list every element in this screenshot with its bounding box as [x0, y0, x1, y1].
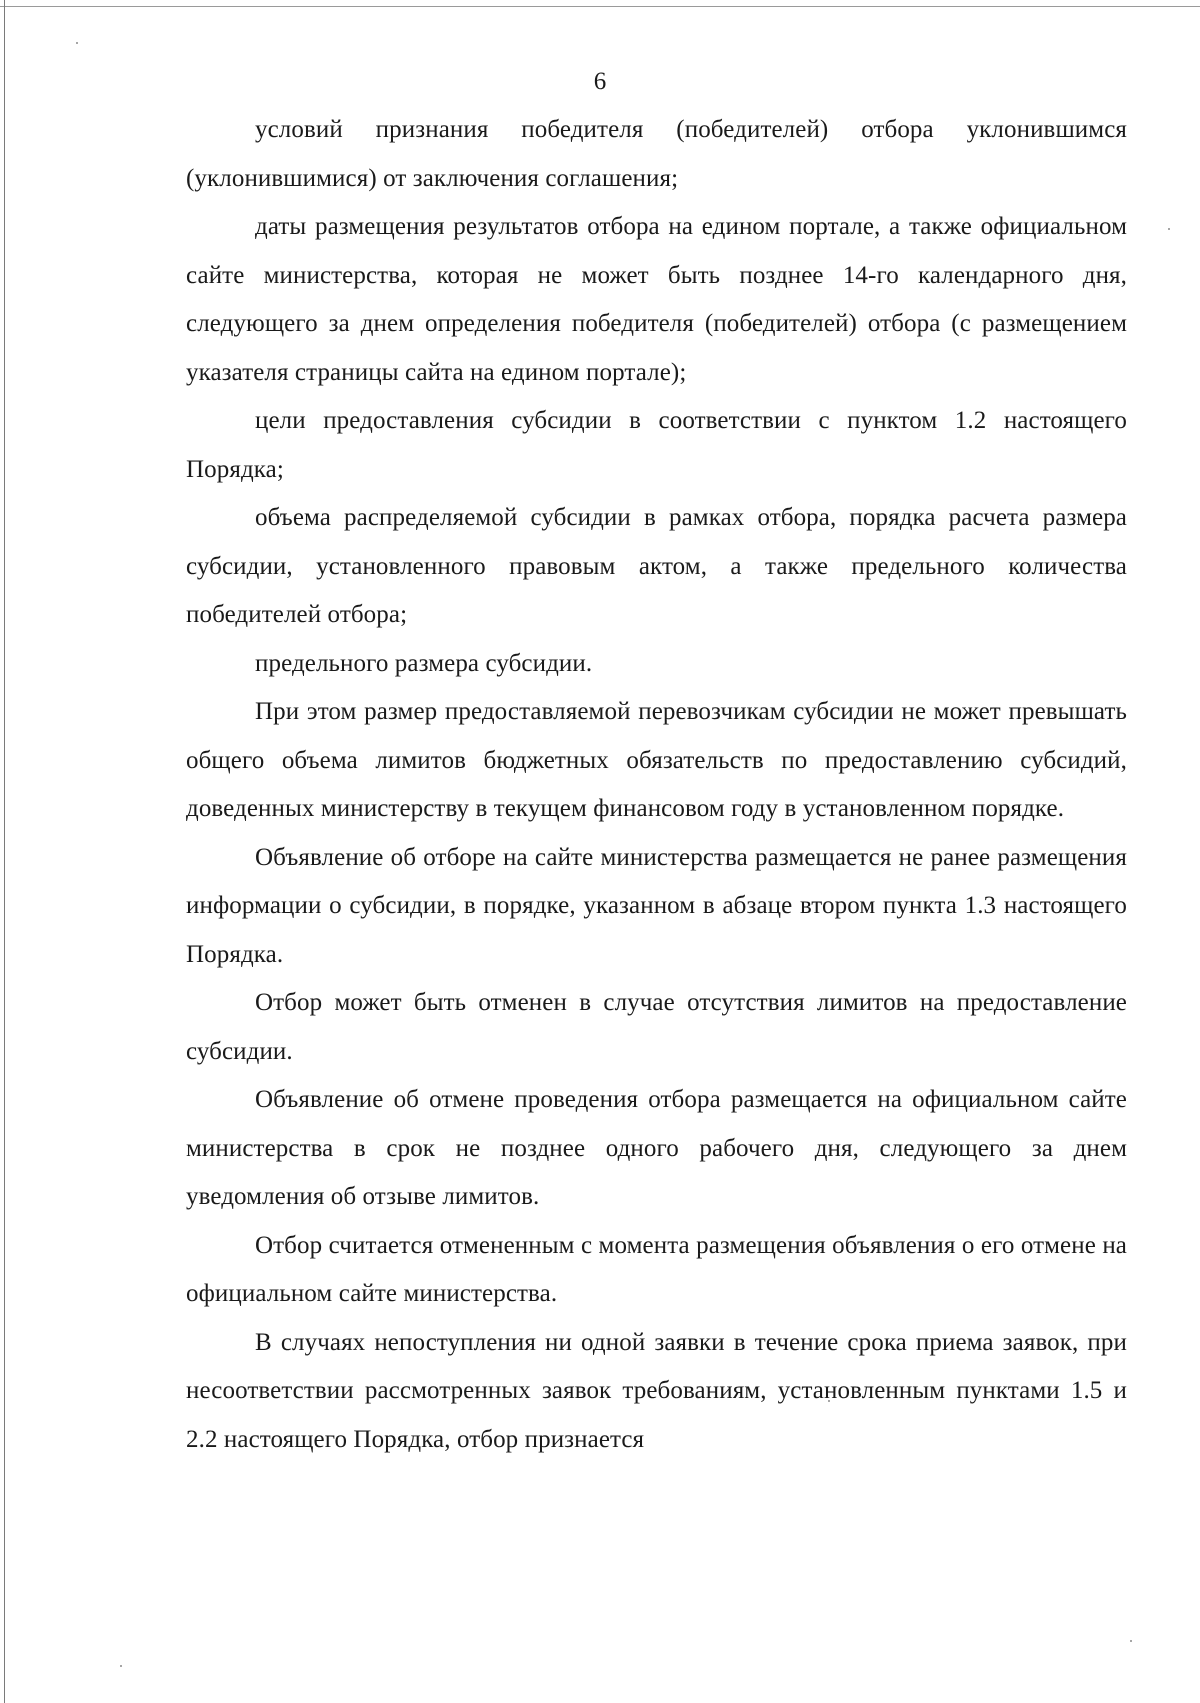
scan-speck	[76, 42, 78, 44]
scan-speck	[120, 1665, 122, 1667]
paragraph: В случаях непоступления ни одной заявки в течение срока приема заявок, при несоответствии рассмотренных заявок требованиям, установленным пунктами 1.5 и 2.2 настоящего Порядка, отбор признается	[186, 1328, 1127, 1453]
paragraph: условий признания победителя (победителей) отбора уклонившимся (уклонившимися) от заключения соглашения;	[186, 116, 1127, 192]
paragraph: предельного размера субсидии.	[255, 649, 593, 677]
page-number: 6	[593, 68, 607, 95]
paragraph: Объявление об отмене проведения отбора размещается на официальном сайте министерства в срок не позднее одного рабочего дня, следующего за днем уведомления об отзыве лимитов.	[186, 1086, 1127, 1210]
paragraph: цели предоставления субсидии в соответствии с пунктом 1.2 настоящего Порядка;	[186, 407, 1127, 483]
scan-speck	[1130, 1640, 1132, 1642]
paragraph: При этом размер предоставляемой перевозчикам субсидии не может превышать общего объема лимитов бюджетных обязательств по предоставлению субсидий, доведенных министерству в текущем финансовом году в установленном порядке.	[186, 698, 1127, 822]
scan-left-edge	[4, 0, 5, 1703]
document-body	[186, 106, 1127, 1464]
paragraph: объема распределяемой субсидии в рамках отбора, порядка расчета размера субсидии, установленного правовым актом, а также предельного количества победителей отбора;	[186, 504, 1127, 628]
paragraph: Отбор может быть отменен в случае отсутствия лимитов на предоставление субсидии.	[186, 989, 1127, 1065]
scan-speck	[1168, 228, 1170, 230]
scan-top-edge	[0, 6, 1200, 7]
paragraph: Отбор считается отмененным с момента размещения объявления о его отмене на официальном сайте министерства.	[186, 1231, 1127, 1307]
paragraph: даты размещения результатов отбора на едином портале, а также официальном сайте министерства, которая не может быть позднее 14-го календарного дня, следующего за днем определения победителя (победителей) отбора (с размещением указателя страницы сайта на едином портале);	[186, 213, 1127, 386]
paragraph: Объявление об отборе на сайте министерства размещается не ранее размещения информации о субсидии, в порядке, указанном в абзаце втором пункта 1.3 настоящего Порядка.	[186, 843, 1127, 968]
